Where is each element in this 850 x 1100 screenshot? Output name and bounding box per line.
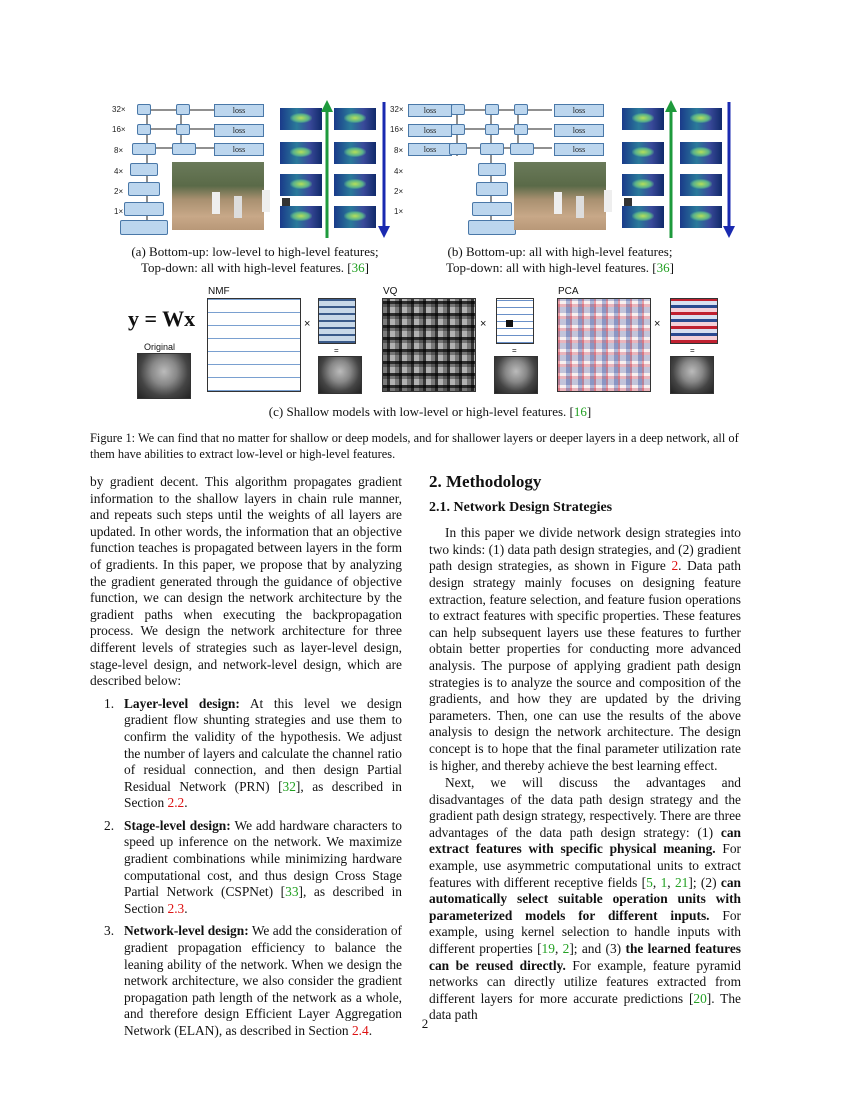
section-link[interactable]: 2.2 (167, 795, 185, 811)
nmf-weights (318, 298, 356, 344)
heatmap (280, 206, 322, 228)
level-label: 16× (390, 125, 404, 134)
design-levels-list (90, 696, 402, 1040)
block (137, 104, 151, 115)
list-number: 1. (104, 695, 115, 711)
loss-box: loss (408, 124, 452, 137)
loss-box: loss (214, 143, 264, 156)
baseball-photo (514, 162, 606, 230)
citation-link[interactable]: 20 (693, 990, 707, 1006)
loss-box: loss (408, 104, 452, 117)
heatmap (334, 108, 376, 130)
pca-weights (670, 298, 718, 344)
left-column (90, 474, 402, 1040)
list-item: 3. Network-level design: We add the consideration of gradient propagation efficiency to balance the leaning ability of the network. When we design the network architecture, we also consider the gradient propagation path length of the network as a whole, and therefore design Efficient Layer Aggregation Network (ELAN), as described in Section 2.4. (104, 923, 402, 1038)
block (451, 104, 465, 115)
pca-basis-grid (557, 298, 651, 392)
block (478, 163, 506, 176)
citation-link[interactable]: 36 (656, 260, 670, 275)
loss-box: loss (554, 104, 604, 117)
vq-weights (496, 298, 534, 344)
block (176, 124, 190, 135)
pca-reconstruction (670, 356, 714, 394)
page-number: 2 (421, 1016, 429, 1031)
block (176, 104, 190, 115)
caption-a (110, 244, 400, 276)
section-heading: 2. Methodology (429, 472, 542, 491)
level-label: 32× (390, 105, 404, 114)
block (472, 202, 512, 216)
block (485, 124, 499, 135)
level-label: 8× (114, 146, 124, 155)
list-item-title: Network-level design: (124, 923, 249, 939)
level-label: 4× (114, 167, 124, 176)
heatmap (680, 206, 722, 228)
heatmap (280, 174, 322, 196)
times-sign: × (654, 318, 661, 330)
citation-link[interactable]: 5 (646, 874, 653, 890)
caption-a-line1: (a) Bottom-up: low-level to high-level features; (131, 244, 379, 259)
caption-b-line1: (b) Bottom-up: all with high-level features; (447, 244, 673, 259)
figure-link[interactable]: 2 (671, 558, 679, 574)
block (120, 220, 168, 235)
vq-label: VQ (383, 286, 398, 297)
vq-selected-cell (506, 320, 513, 327)
citation-link[interactable]: 32 (282, 778, 296, 794)
caption-c: (c) Shallow models with low-level or high-level features. [16] (268, 404, 592, 419)
block (449, 143, 467, 155)
right-column (429, 474, 741, 1024)
nmf-reconstruction (318, 356, 362, 394)
paragraph: Next, we will discuss the advantages and disadvantages of the data path design strategy and the gradient path design strategy, respectively. There are three advantages of the data path design strategy: (1) can extract features with specific physical meaning. For example, use asymmetric computational units to extract features with different receptive fields [5, 1, 21]; (2) can automatically select suitable operation units with parameterized models for different inputs. For example, using kernel selection to handle inputs with different properties [19, 2]; and (3) the learned features can be reused directly. For example, feature pyramid networks can directly utilize features extracted from different layers for more accurate predictions [20]. The data path (429, 775, 742, 1023)
equation: y = Wx (128, 306, 196, 331)
list-number: 3. (104, 923, 115, 939)
list-item: 1. Layer-level design: At this level we design gradient flow shunting strategies and use them to confirm the validity of the hypothesis. We adjust the number of layers and calculate the channel ratio of residual connection, and then design Partial Residual Network (PRN) [32], as described in Section 2.2. (104, 695, 403, 811)
level-label: 32× (112, 105, 126, 114)
times-sign: × (304, 318, 311, 330)
down-arrow-icon (377, 100, 391, 240)
citation-link[interactable]: 21 (674, 874, 689, 890)
level-label: 1× (114, 207, 124, 216)
block (172, 143, 196, 155)
level-label: 2× (394, 187, 404, 196)
list-number: 2. (104, 817, 115, 833)
caption-b (410, 244, 710, 276)
subsection-heading: 2.1. Network Design Strategies (429, 499, 613, 515)
block (485, 104, 499, 115)
original-label: Original (144, 342, 176, 352)
block (480, 143, 504, 155)
equals-sign: = (334, 346, 339, 355)
paragraph: In this paper we divide network design strategies into two kinds: (1) data path design strategies, and (2) gradient path design strategies, as shown in Figure 2. Data path design strategy mainly focuses on designing feature extraction, feature selection, and feature fusion operations to extract features with specific properties. These features can help subsequent layers use these features to further obtain better properties for conducting more advanced analysis. The purpose of applying gradient path design strategies is to analyze the source and composition of the gradients, and how they are updated by the driving parameters. Then, one can use the results of the above analysis to design the network architecture. The design concept is to hope that the final parameter utilization rate is higher, and thereby achieve the best learning effect. (429, 525, 742, 773)
heatmap (334, 174, 376, 196)
level-label: 1× (394, 207, 404, 216)
list-item-title: Stage-level design: (124, 817, 231, 833)
citation-link[interactable]: 1 (660, 874, 668, 890)
loss-box: loss (214, 124, 264, 137)
baseball-photo (172, 162, 264, 230)
up-arrow-icon (664, 100, 678, 240)
level-label: 8× (394, 146, 404, 155)
heatmap (680, 174, 722, 196)
times-sign: × (480, 318, 487, 330)
heatmap (622, 108, 664, 130)
citation-link[interactable]: 19 (541, 941, 555, 957)
section-link[interactable]: 2.3 (167, 900, 185, 916)
heatmap (280, 108, 322, 130)
block (124, 202, 164, 216)
original-face (137, 353, 191, 399)
paragraph: by gradient decent. This algorithm propagates gradient information to the shallow layers in chain rule manner, and repeats such steps until the weights of all layers are updated. In other words, the information that an objective function teaches is propagated between layers in the form of gradients. In this paper, we propose that by analyzing the gradient generated through the guidance of objective function, we can design the network architecture by the gradient paths when executing the backpropagation process. We design the network architecture for three different levels of strategies such as layer-level design, stage-level design, and network-level design, which are described below: (90, 474, 402, 689)
block (514, 104, 528, 115)
equals-sign: = (512, 346, 517, 355)
nmf-basis-grid (207, 298, 301, 392)
section-link[interactable]: 2.4 (351, 1023, 369, 1038)
heatmap (622, 174, 664, 196)
loss-box: loss (214, 104, 264, 117)
level-label: 16× (112, 125, 126, 134)
citation-link[interactable]: 2 (562, 941, 570, 957)
heatmap (680, 108, 722, 130)
vq-reconstruction (494, 356, 538, 394)
citation-link[interactable]: 16 (573, 404, 587, 419)
citation-link[interactable]: 36 (351, 260, 365, 275)
citation-link[interactable]: 33 (285, 884, 299, 900)
heatmap (680, 142, 722, 164)
loss-box: loss (408, 143, 452, 156)
list-item: 2. Stage-level design: We add hardware characters to speed up inference on the network. We maximize gradient combinations while minimizing hardware computational cost, and thus design Cross Stage Partial Network (CSPNet) [33], as described in Section 2.3. (104, 817, 403, 916)
block (514, 124, 528, 135)
up-arrow-icon (320, 100, 334, 240)
block (468, 220, 516, 235)
nmf-label: NMF (208, 286, 230, 297)
heatmap (334, 206, 376, 228)
caption-b-line2: Top-down: all with high-level features. [36] (446, 260, 674, 275)
block (130, 163, 158, 176)
equals-sign: = (690, 346, 695, 355)
block (476, 182, 508, 196)
heatmap (622, 142, 664, 164)
block (132, 143, 156, 155)
level-label: 2× (114, 187, 124, 196)
level-label: 4× (394, 167, 404, 176)
heatmap (334, 142, 376, 164)
list-item-title: Layer-level design: (124, 695, 240, 711)
block (137, 124, 151, 135)
caption-a-line2: Top-down: all with high-level features. [36] (141, 260, 369, 275)
loss-box: loss (554, 143, 604, 156)
heatmap (622, 206, 664, 228)
heatmap (280, 142, 322, 164)
block (510, 143, 534, 155)
pca-label: PCA (558, 286, 579, 297)
block (451, 124, 465, 135)
block (128, 182, 160, 196)
down-arrow-icon (722, 100, 736, 240)
figure-caption: Figure 1: We can find that no matter for shallow or deep models, and for shallower layers or deeper layers in a deep network, all of them have abilities to extract low-level or high-level features. (90, 431, 739, 461)
loss-box: loss (554, 124, 604, 137)
vq-basis-grid (382, 298, 476, 392)
